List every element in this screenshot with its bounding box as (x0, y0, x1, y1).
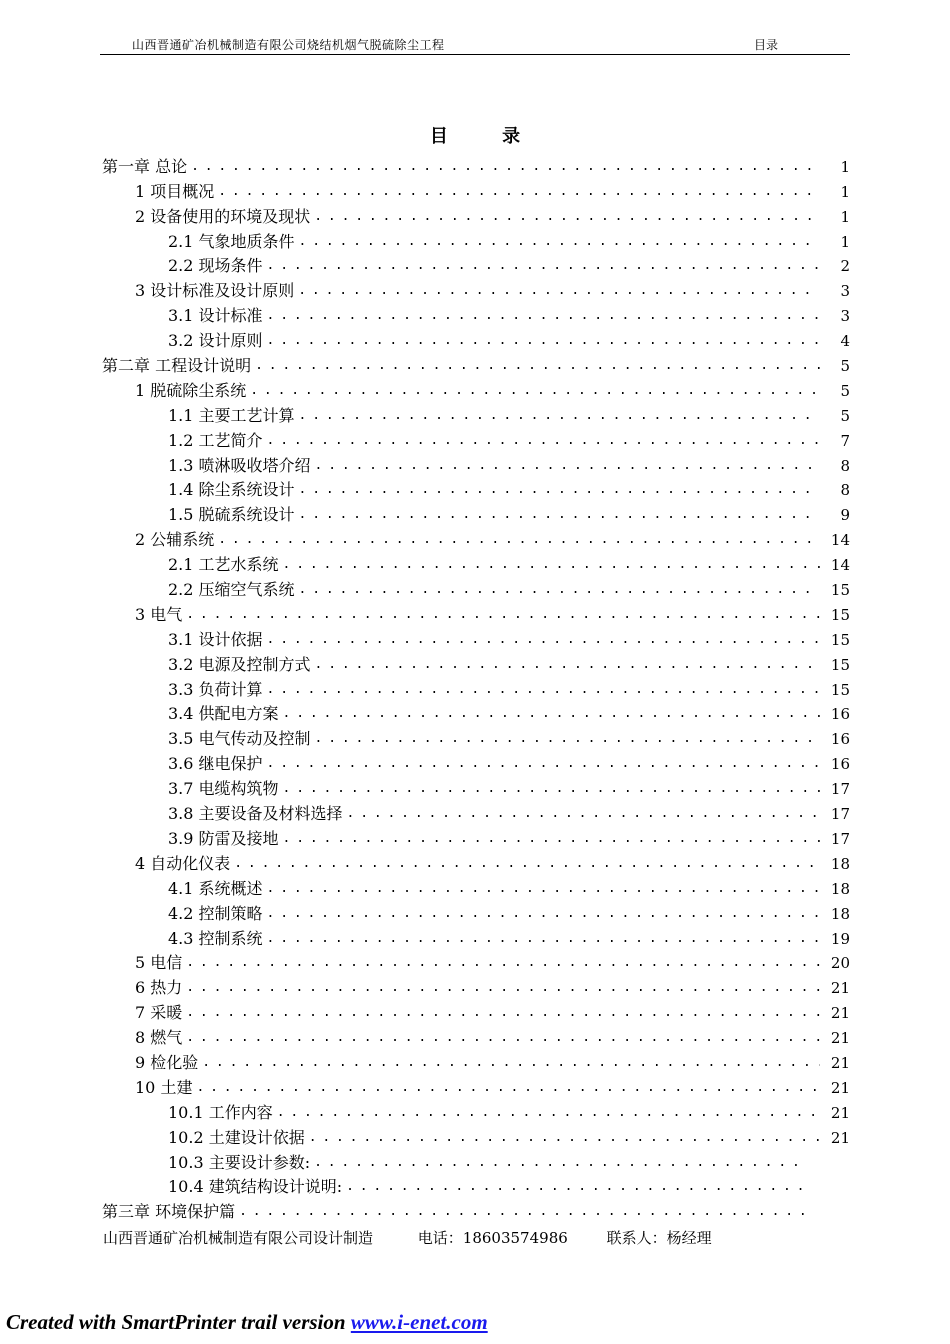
toc-entry-page-number: 21 (830, 1103, 850, 1122)
toc-entry-page-number: 18 (830, 904, 850, 923)
toc-dot-leader (267, 256, 820, 276)
toc-entry[interactable] (102, 1173, 850, 1198)
header-section-label: 目录 (754, 38, 779, 52)
toc-entry[interactable] (102, 600, 850, 625)
toc-entry-page-number: 18 (830, 879, 850, 898)
toc-entry-page-number: 15 (830, 655, 850, 674)
toc-entry[interactable] (102, 177, 850, 202)
toc-dot-leader (277, 1103, 820, 1123)
toc-entry-page-number: 1 (840, 232, 850, 251)
toc-dot-leader (218, 530, 820, 550)
toc-dot-leader (283, 829, 820, 849)
toc-entry-page-number: 17 (830, 805, 850, 824)
toc-entry-label: 10.1 工作内容 (168, 1102, 273, 1122)
toc-dot-leader (267, 879, 820, 899)
toc-entry[interactable] (102, 849, 850, 874)
toc-entry-page-number: 21 (830, 1053, 850, 1072)
toc-entry-label: 第二章 工程设计说明 (102, 356, 252, 376)
toc-entry-label: 3.8 主要设备及材料选择 (168, 804, 343, 824)
toc-entry[interactable] (102, 874, 850, 899)
toc-entry[interactable] (102, 426, 850, 451)
toc-dot-leader (283, 555, 820, 575)
toc-entry-label: 10.4 建筑结构设计说明: (168, 1177, 343, 1197)
toc-entry[interactable] (102, 326, 850, 351)
toc-dot-leader (267, 754, 820, 774)
toc-entry-label: 4.3 控制系统 (168, 928, 263, 948)
toc-entry[interactable] (102, 401, 850, 426)
toc-entry[interactable] (102, 550, 850, 575)
toc-dot-leader (196, 1078, 820, 1098)
toc-dot-leader (267, 929, 820, 949)
toc-entry-page-number: 14 (830, 556, 850, 575)
toc-entry-page-number: 21 (830, 1128, 850, 1147)
toc-dot-leader (250, 381, 820, 401)
toc-entry-page-number: 3 (840, 307, 850, 326)
toc-entry-label: 3 电气 (135, 604, 183, 624)
toc-entry[interactable] (102, 625, 850, 650)
watermark (6, 1310, 488, 1335)
toc-entry-label: 4.1 系统概述 (168, 878, 263, 898)
toc-dot-leader (346, 1177, 806, 1197)
toc-entry[interactable] (102, 924, 850, 949)
toc-entry-page-number: 16 (830, 730, 850, 749)
toc-entry[interactable] (102, 451, 850, 476)
toc-entry-page-number: 18 (830, 854, 850, 873)
toc-entry-label: 10.2 土建设计依据 (168, 1127, 305, 1147)
toc-dot-leader (298, 281, 820, 301)
toc-entry-page-number: 16 (830, 705, 850, 724)
toc-entry-label: 9 检化验 (135, 1052, 199, 1072)
toc-entry-label: 2.1 气象地质条件 (168, 231, 295, 251)
page-footer (103, 1227, 712, 1248)
footer-contact: 联系人：杨经理 (606, 1229, 712, 1247)
toc-entry-page-number: 16 (830, 755, 850, 774)
toc-entry-label: 2 设备使用的环境及现状 (135, 206, 311, 226)
toc-entry[interactable] (102, 575, 850, 600)
toc-entry-label: 1.4 除尘系统设计 (168, 480, 295, 500)
toc-entry[interactable] (102, 301, 850, 326)
toc-entry-label: 3.3 负荷计算 (168, 679, 263, 699)
toc-dot-leader (267, 680, 820, 700)
toc-entry-label: 6 热力 (135, 978, 183, 998)
toc-entry-page-number: 5 (840, 381, 850, 400)
toc-entry-label: 7 采暖 (135, 1003, 183, 1023)
toc-dot-leader (202, 1053, 820, 1073)
toc-entry-label: 8 燃气 (135, 1028, 183, 1048)
toc-entry-page-number: 21 (830, 1029, 850, 1048)
toc-dot-leader (218, 182, 820, 202)
toc-dot-leader (314, 1153, 806, 1173)
toc-entry-label: 1.2 工艺简介 (168, 430, 263, 450)
toc-entry-label: 2.2 现场条件 (168, 256, 263, 276)
toc-dot-leader (186, 1003, 820, 1023)
toc-entry-page-number: 9 (840, 506, 850, 525)
footer-company: 山西晋通矿冶机械制造有限公司设计制造 (103, 1229, 374, 1247)
toc-entry-page-number: 15 (830, 581, 850, 600)
footer-phone: 电话：18603574986 (417, 1229, 568, 1247)
toc-entry-page-number: 2 (840, 257, 850, 276)
toc-entry[interactable] (102, 724, 850, 749)
toc-dot-leader (191, 157, 820, 177)
toc-entry-page-number: 3 (840, 282, 850, 301)
toc-entry-label: 1 脱硫除尘系统 (135, 380, 247, 400)
toc-entry-page-number: 15 (830, 605, 850, 624)
table-of-contents (102, 152, 850, 1222)
page-header (100, 28, 850, 55)
toc-entry[interactable] (102, 799, 850, 824)
toc-dot-leader (267, 431, 820, 451)
toc-entry-label: 10.3 主要设计参数: (168, 1152, 311, 1172)
toc-entry[interactable] (102, 500, 850, 525)
toc-dot-leader (299, 505, 820, 525)
toc-dot-leader (315, 655, 820, 675)
toc-entry-page-number: 1 (840, 207, 850, 226)
toc-entry-page-number: 1 (840, 182, 850, 201)
toc-entry-label: 3.4 供配电方案 (168, 704, 279, 724)
toc-entry[interactable] (102, 824, 850, 849)
watermark-text: Created with SmartPrinter trail version (6, 1310, 351, 1334)
toc-entry-label: 1 项目概况 (135, 181, 215, 201)
toc-entry[interactable] (102, 749, 850, 774)
toc-entry[interactable] (102, 1048, 850, 1073)
toc-entry[interactable] (102, 1098, 850, 1123)
toc-entry[interactable] (102, 227, 850, 252)
toc-entry-page-number: 1 (840, 157, 850, 176)
toc-dot-leader (186, 1028, 820, 1048)
toc-entry-label: 2.2 压缩空气系统 (168, 580, 295, 600)
toc-entry-label: 3.6 继电保护 (168, 754, 263, 774)
toc-entry-page-number: 14 (830, 531, 850, 550)
toc-dot-leader (267, 331, 820, 351)
toc-dot-leader (234, 854, 820, 874)
toc-entry-label: 1.1 主要工艺计算 (168, 405, 295, 425)
toc-entry[interactable] (102, 899, 850, 924)
toc-entry[interactable] (102, 351, 850, 376)
toc-entry[interactable] (102, 675, 850, 700)
toc-entry-label: 2 公辅系统 (135, 530, 215, 550)
toc-dot-leader (186, 953, 820, 973)
toc-entry-label: 3 设计标准及设计原则 (135, 281, 295, 301)
toc-entry[interactable] (102, 650, 850, 675)
toc-entry[interactable] (102, 376, 850, 401)
toc-dot-leader (299, 580, 820, 600)
toc-entry[interactable] (102, 1123, 850, 1148)
toc-dot-leader (315, 729, 820, 749)
toc-entry-label: 1.5 脱硫系统设计 (168, 505, 295, 525)
toc-entry-label: 4.2 控制策略 (168, 903, 263, 923)
toc-entry-label: 5 电信 (135, 953, 183, 973)
toc-dot-leader (314, 207, 820, 227)
toc-dot-leader (267, 306, 820, 326)
toc-dot-leader (299, 232, 820, 252)
toc-entry-page-number: 5 (840, 406, 850, 425)
toc-dot-leader (283, 779, 820, 799)
toc-entry-label: 3.2 电源及控制方式 (168, 654, 311, 674)
toc-entry-page-number: 21 (830, 979, 850, 998)
toc-entry-label: 第一章 总论 (102, 156, 188, 176)
toc-entry[interactable] (102, 152, 850, 177)
toc-dot-leader (186, 605, 820, 625)
toc-entry-page-number: 8 (840, 481, 850, 500)
toc-entry-label: 3.2 设计原则 (168, 331, 263, 351)
toc-entry-page-number: 21 (830, 1004, 850, 1023)
toc-entry-label: 3.1 设计标准 (168, 306, 263, 326)
toc-entry[interactable] (102, 1197, 850, 1222)
toc-entry-label: 3.1 设计依据 (168, 629, 263, 649)
toc-dot-leader (309, 1128, 820, 1148)
toc-entry-page-number: 20 (830, 954, 850, 973)
toc-dot-leader (267, 904, 820, 924)
toc-entry[interactable] (102, 1073, 850, 1098)
toc-entry[interactable] (102, 252, 850, 277)
toc-entry[interactable] (102, 700, 850, 725)
toc-entry-label: 10 土建 (135, 1077, 193, 1097)
toc-dot-leader (315, 456, 820, 476)
watermark-link[interactable]: www.i-enet.com (350, 1310, 488, 1334)
toc-dot-leader (267, 630, 820, 650)
toc-entry[interactable] (102, 949, 850, 974)
toc-entry[interactable] (102, 525, 850, 550)
toc-entry-label: 3.7 电缆构筑物 (168, 779, 279, 799)
toc-entry-label: 2.1 工艺水系统 (168, 555, 279, 575)
toc-dot-leader (186, 978, 820, 998)
toc-dot-leader (299, 406, 820, 426)
toc-entry[interactable] (102, 276, 850, 301)
toc-dot-leader (299, 480, 820, 500)
toc-dot-leader (283, 704, 820, 724)
toc-entry-page-number: 21 (830, 1078, 850, 1097)
toc-entry-page-number: 17 (830, 829, 850, 848)
toc-entry-page-number: 8 (840, 456, 850, 475)
toc-title: 目 录 (429, 126, 545, 147)
toc-entry-label: 4 自动化仪表 (135, 853, 231, 873)
toc-dot-leader (239, 1202, 806, 1222)
toc-entry[interactable] (102, 1023, 850, 1048)
toc-entry-label: 第三章 环境保护篇 (102, 1202, 236, 1222)
toc-dot-leader (347, 804, 820, 824)
toc-entry-page-number: 17 (830, 780, 850, 799)
toc-entry-page-number: 4 (840, 332, 850, 351)
toc-entry[interactable] (102, 998, 850, 1023)
toc-entry-page-number: 19 (830, 929, 850, 948)
header-document-title: 山西晋通矿冶机械制造有限公司烧结机烟气脱硫除尘工程 (132, 38, 445, 52)
toc-entry[interactable] (102, 202, 850, 227)
toc-entry[interactable] (102, 774, 850, 799)
toc-entry[interactable] (102, 1148, 850, 1173)
toc-entry-page-number: 5 (840, 357, 850, 376)
toc-entry[interactable] (102, 476, 850, 501)
toc-entry-label: 1.3 喷淋吸收塔介绍 (168, 455, 311, 475)
toc-entry-label: 3.5 电气传动及控制 (168, 729, 311, 749)
toc-entry-label: 3.9 防雷及接地 (168, 828, 279, 848)
toc-entry-page-number: 15 (830, 630, 850, 649)
toc-entry-page-number: 7 (840, 431, 850, 450)
toc-entry-page-number: 15 (830, 680, 850, 699)
toc-dot-leader (255, 356, 820, 376)
toc-entry[interactable] (102, 973, 850, 998)
